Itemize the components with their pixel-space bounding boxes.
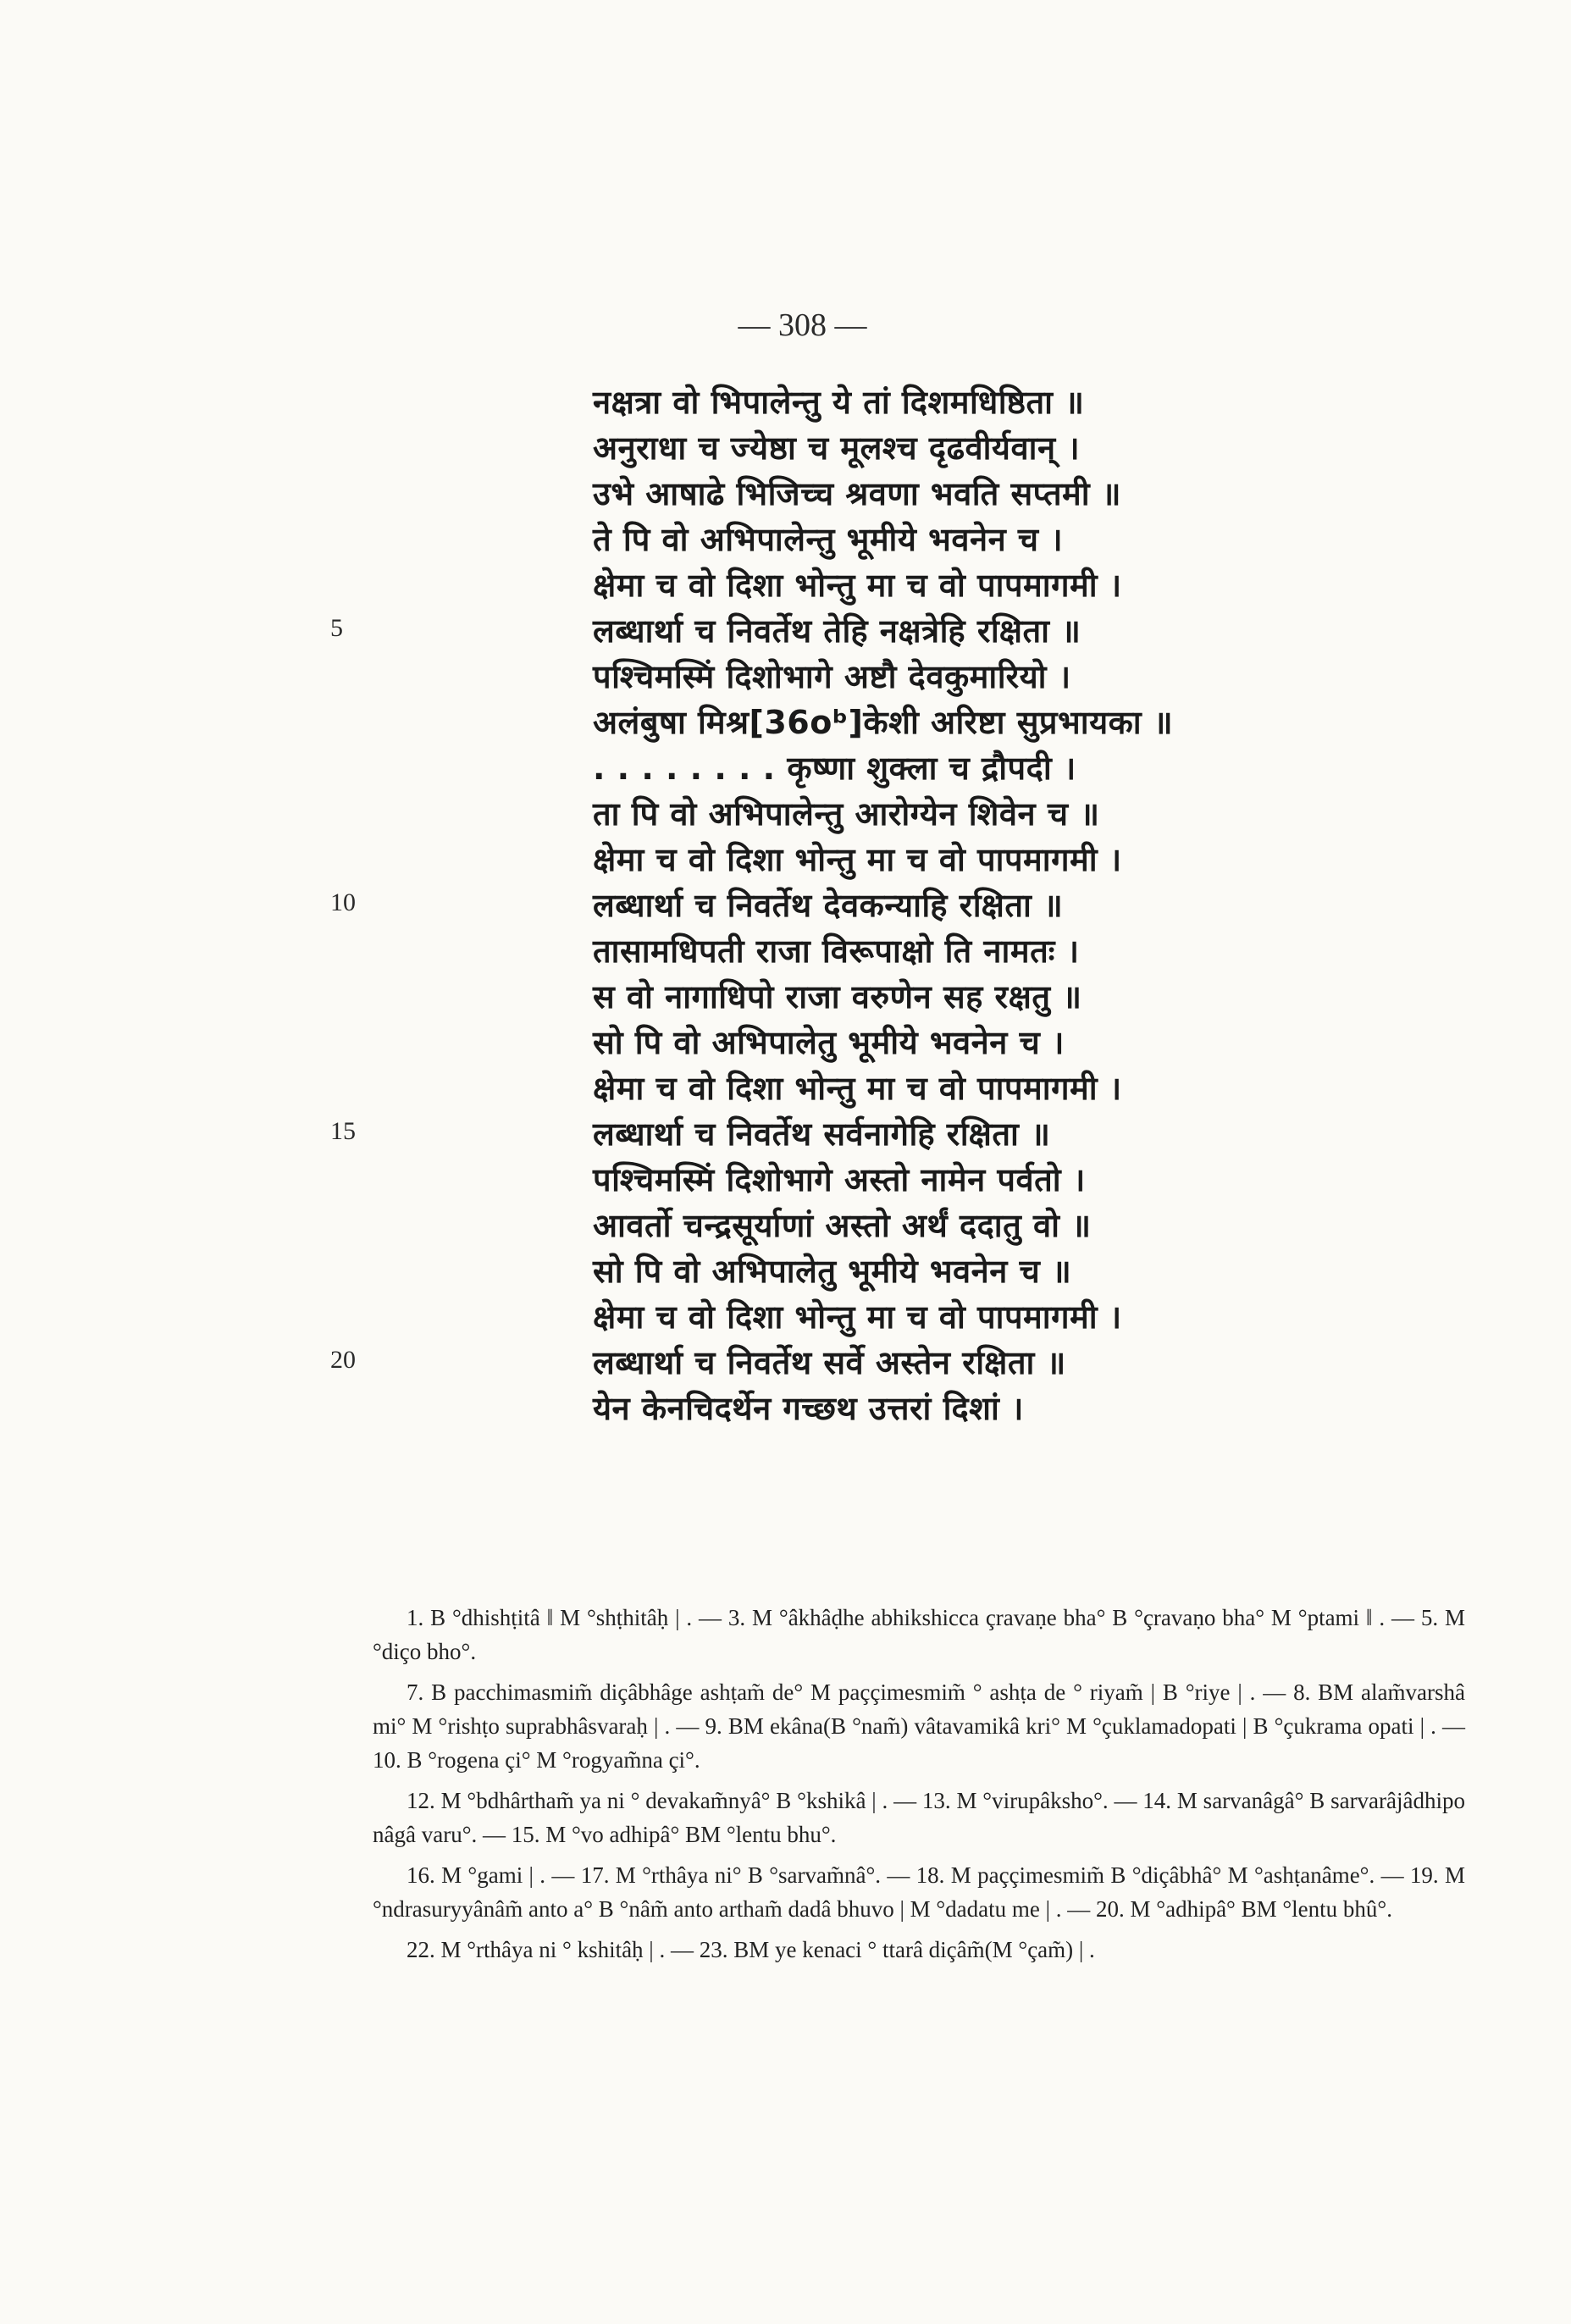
verse-line: तासामधिपती राजा विरूपाक्षो ति नामतः । bbox=[593, 932, 1080, 970]
verse-line: नक्षत्रा वो भिपालेन्तु ये तां दिशमधिष्ठिता ॥ bbox=[593, 384, 1085, 421]
line-number-5: 5 bbox=[330, 614, 343, 642]
verse-line: क्षेमा च वो दिशा भोन्तु मा च वो पापमागमी । bbox=[593, 567, 1122, 604]
footnote-paragraph: 1. B °dhishṭitâ ‖ M °shṭhitâḥ | . — 3. M °âkhâḍhe abhikshicca çravaṇe bha° B °çravaṇo bha° M °ptami ‖ . — 5. M °diço bho°. bbox=[373, 1605, 1465, 1664]
footnotes bbox=[373, 1601, 1465, 1973]
verse-block bbox=[593, 379, 1355, 1431]
verse-line: उभे आषाढे भिजिच्च श्रवणा भवति सप्तमी ॥ bbox=[593, 475, 1122, 512]
verse-line: सो पि वो अभिपालेतु भूमीये भवनेन च ॥ bbox=[593, 1253, 1072, 1290]
verse-line: अनुराधा च ज्येष्ठा च मूलश्च दृढवीर्यवान् । bbox=[593, 429, 1081, 467]
verse-line: पश्चिमस्मिं दिशोभागे अस्तो नामेन पर्वतो । bbox=[593, 1161, 1086, 1198]
page-number: — 308 — bbox=[738, 307, 867, 343]
verse-line: ता पि वो अभिपालेन्तु आरोग्येन शिवेन च ॥ bbox=[593, 795, 1100, 833]
verse-line: ते पि वो अभिपालेन्तु भूमीये भवनेन च । bbox=[593, 521, 1064, 558]
line-number-20: 20 bbox=[330, 1346, 356, 1374]
verse-line: आवर्तो चन्द्रसूर्याणां अस्तो अर्थं ददातु वो ॥ bbox=[593, 1207, 1092, 1244]
footnote-paragraph: 16. M °gami | . — 17. M °rthâya ni° B °sarvam̃nâ°. — 18. M paççimesmim̃ B °diçâbhâ° M °ashṭanâme°. — 19. M °ndrasuryyânâm̃ anto a° B °nâm̃ anto artham̃ dadâ bhuvo | M °dadatu me | . — 20. M °adhipâ° BM °lentu bhû°. bbox=[373, 1862, 1465, 1922]
verse-line: लब्धार्था च निवर्तेथ तेहि नक्षत्रेहि रक्षिता ॥ bbox=[593, 612, 1081, 650]
footnote-paragraph: 12. M °bdhârtham̃ ya ni ° devakam̃nyâ° B °kshikâ | . — 13. M °virupâksho°. — 14. M sarvanâgâ° B sarvarâjâdhipo nâgâ varu°. — 15. M °vo adhipâ° BM °lentu bhu°. bbox=[373, 1788, 1465, 1847]
verse-line: लब्धार्था च निवर्तेथ सर्वनागेहि रक्षिता ॥ bbox=[593, 1115, 1051, 1153]
line-number-10: 10 bbox=[330, 888, 356, 916]
footnote-paragraph: 22. M °rthâya ni ° kshitâḥ | . — 23. BM ye kenaci ° ttarâ diçâm̃(M °çam̃) | . bbox=[407, 1937, 1095, 1962]
verse-line: सो पि वो अभिपालेतु भूमीये भवनेन च । bbox=[593, 1024, 1065, 1061]
verse-line: लब्धार्था च निवर्तेथ देवकन्याहि रक्षिता ॥ bbox=[593, 887, 1064, 924]
verse-line: लब्धार्था च निवर्तेथ सर्वे अस्तेन रक्षिता ॥ bbox=[593, 1344, 1066, 1381]
verse-line: अलंबुषा मिश्र[36oᵇ]केशी अरिष्टा सुप्रभायका ॥ bbox=[593, 704, 1174, 741]
verse-line: पश्चिमस्मिं दिशोभागे अष्टौ देवकुमारियो । bbox=[593, 658, 1071, 695]
footnote-paragraph: 7. B pacchimasmim̃ diçâbhâge ashṭam̃ de° M paççimesmim̃ ° ashṭa de ° riyam̃ | B °riye | . — 8. BM alam̃varshâ mi° M °rishṭo suprabhâsvaraḥ | . — 9. BM ekâna(B °nam̃) vâtavamikâ kri° M °çuklamadopati | B °çukrama opati | . — 10. B °rogena çi° M °rogyam̃na çi°. bbox=[373, 1679, 1465, 1773]
verse-line: क्षेमा च वो दिशा भोन्तु मा च वो पापमागमी । bbox=[593, 1070, 1122, 1107]
verse-line: येन केनचिदर्थेन गच्छथ उत्तरां दिशां । bbox=[593, 1390, 1024, 1427]
line-number-15: 15 bbox=[330, 1117, 356, 1145]
verse-line: स वो नागाधिपो राजा वरुणेन सह रक्षतु ॥ bbox=[593, 978, 1082, 1015]
verse-line: . . . . . . . . कृष्णा शुक्ला च द्रौपदी । bbox=[593, 750, 1076, 787]
verse-line: क्षेमा च वो दिशा भोन्तु मा च वो पापमागमी । bbox=[593, 1298, 1122, 1336]
verse-line: क्षेमा च वो दिशा भोन्तु मा च वो पापमागमी । bbox=[593, 841, 1122, 878]
